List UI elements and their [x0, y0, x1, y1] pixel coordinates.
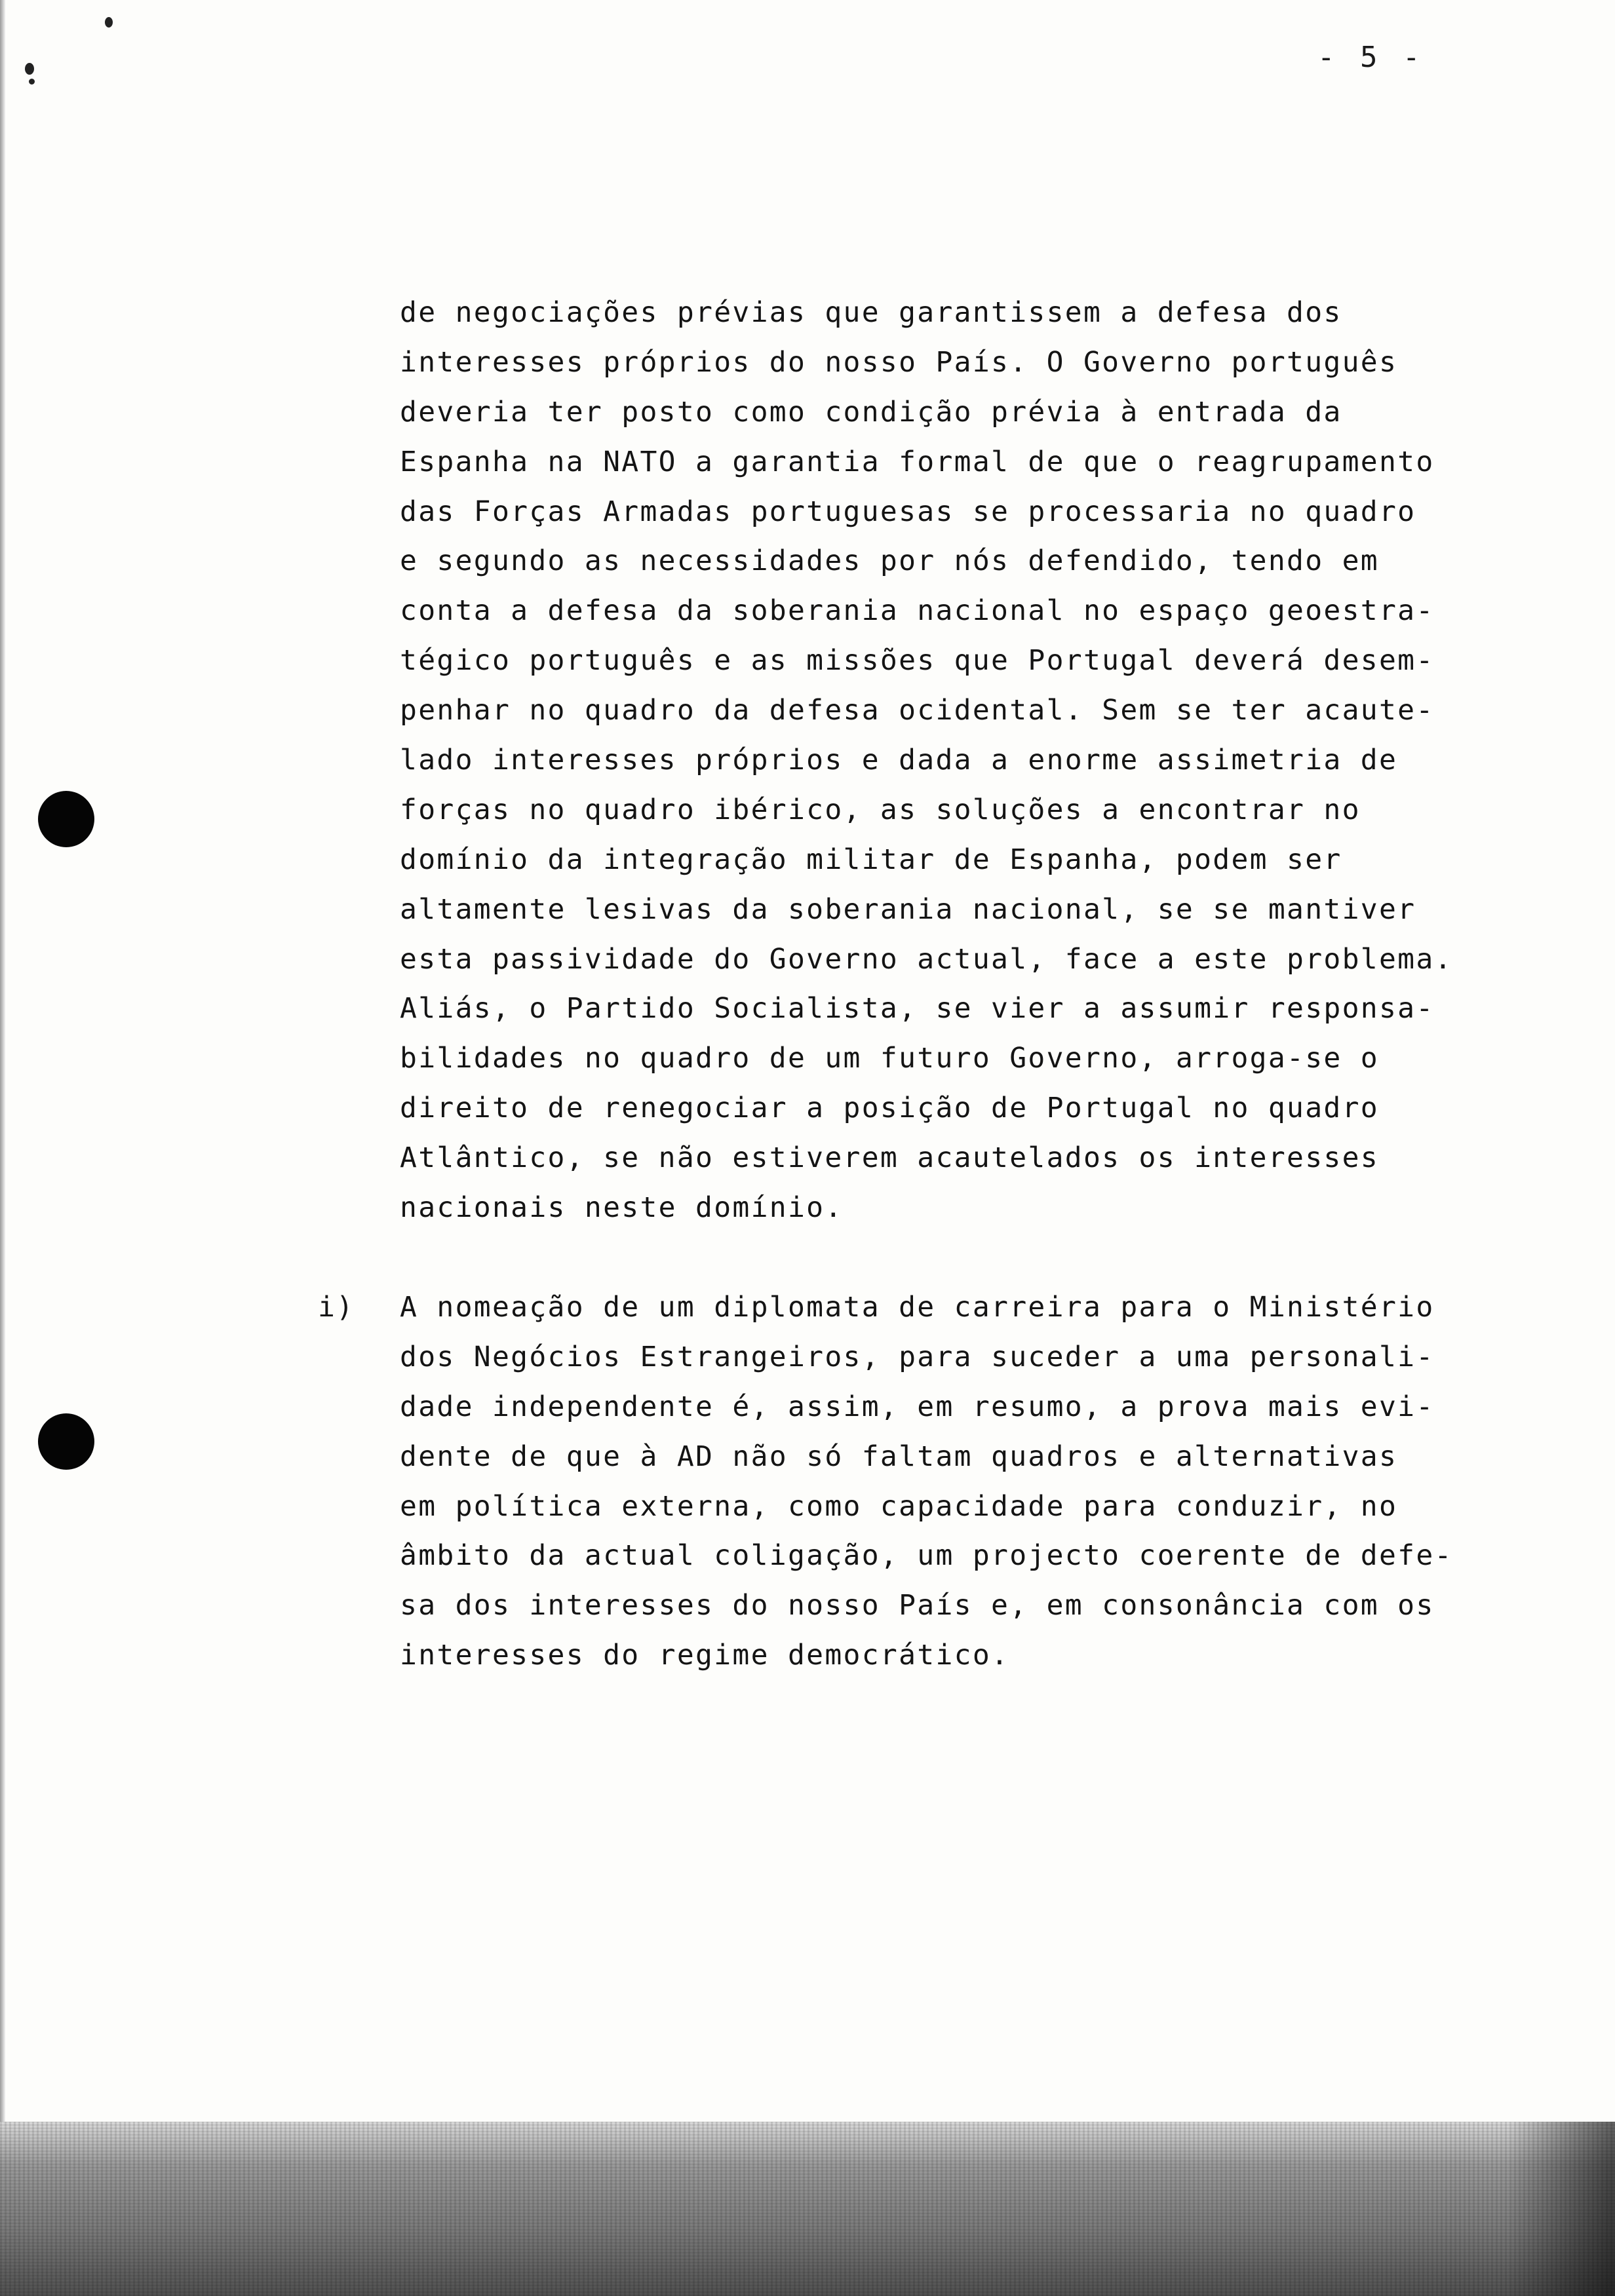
- scan-speck: [29, 79, 35, 85]
- binding-shadow: [0, 0, 5, 2296]
- text-line: sa dos interesses do nosso País e, em consonância com os: [400, 1589, 1435, 1622]
- text-line: interesses do regime democrático.: [400, 1639, 1010, 1672]
- text-line: e segundo as necessidades por nós defendido, tendo em: [400, 545, 1379, 578]
- text-line: altamente lesivas da soberania nacional, se se mantiver: [400, 892, 1416, 926]
- text-line: deveria ter posto como condição prévia à entrada da: [400, 395, 1342, 429]
- text-line: bilidades no quadro de um futuro Governo, arroga-se o: [400, 1042, 1379, 1075]
- text-line: Espanha na NATO a garantia formal de que o reagrupamento: [400, 445, 1435, 478]
- list-item-marker: i): [318, 1291, 355, 1324]
- text-line: dos Negócios Estrangeiros, para suceder a uma personali-: [400, 1340, 1435, 1373]
- text-line: lado interesses próprios e dada a enorme assimetria de: [400, 744, 1398, 777]
- text-line: conta a defesa da soberania nacional no espaço geoestra-: [400, 594, 1435, 628]
- scan-corner-shadow: [1508, 2122, 1615, 2296]
- text-line: âmbito da actual coligação, um projecto coerente de defe-: [400, 1539, 1453, 1573]
- text-line: das Forças Armadas portuguesas se processaria no quadro: [400, 495, 1416, 528]
- text-line: em política externa, como capacidade para conduzir, no: [400, 1489, 1398, 1523]
- punch-hole: [38, 791, 94, 847]
- text-line: de negociações prévias que garantissem a defesa dos: [400, 296, 1342, 329]
- text-line: Aliás, o Partido Socialista, se vier a assumir responsa-: [400, 992, 1435, 1025]
- text-line: tégico português e as missões que Portugal deverá desem-: [400, 644, 1435, 678]
- scan-bottom-edge: [0, 2122, 1615, 2296]
- text-line: penhar no quadro da defesa ocidental. Sem se ter acaute-: [400, 694, 1435, 727]
- page-number: - 5 -: [1317, 41, 1424, 74]
- list-item-i: [400, 1283, 1527, 1681]
- text-line: dade independente é, assim, em resumo, a prova mais evi-: [400, 1390, 1435, 1423]
- scan-speck: [105, 17, 113, 28]
- text-line: dente de que à AD não só faltam quadros e alternativas: [400, 1440, 1398, 1473]
- punch-hole: [38, 1413, 94, 1470]
- paragraph-continuation: [400, 288, 1527, 1233]
- text-line: direito de renegociar a posição de Portugal no quadro: [400, 1092, 1379, 1125]
- text-line: A nomeação de um diplomata de carreira para o Ministério: [400, 1291, 1435, 1324]
- text-line: forças no quadro ibérico, as soluções a encontrar no: [400, 793, 1361, 826]
- text-line: interesses próprios do nosso País. O Governo português: [400, 345, 1398, 379]
- text-line: domínio da integração militar de Espanha, podem ser: [400, 843, 1342, 876]
- scan-speck: [25, 63, 34, 75]
- text-line: Atlântico, se não estiverem acautelados os interesses: [400, 1141, 1379, 1175]
- text-line: nacionais neste domínio.: [400, 1191, 844, 1225]
- text-line: esta passividade do Governo actual, face a este problema.: [400, 942, 1453, 976]
